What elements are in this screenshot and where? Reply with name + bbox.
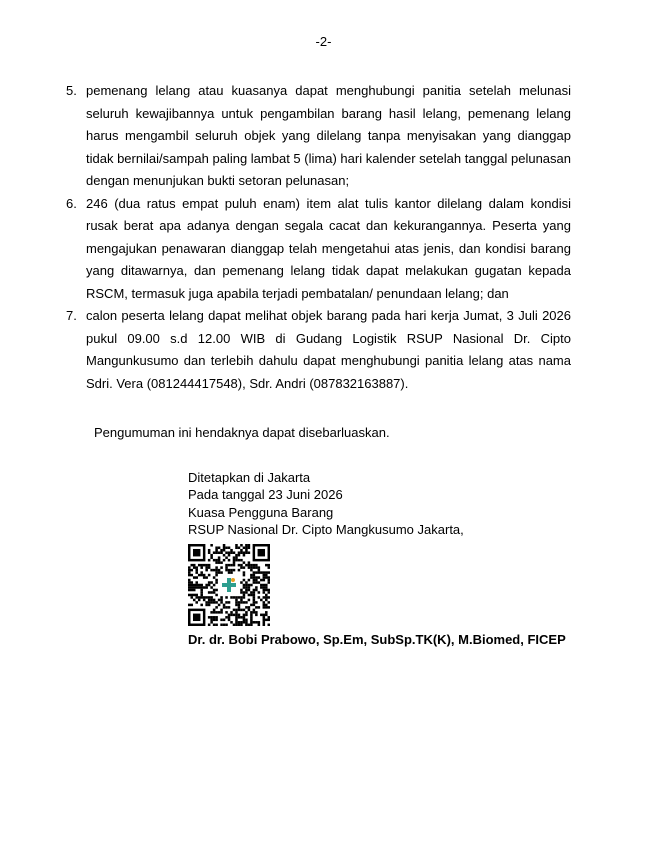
list-item-number: 7. <box>66 308 77 323</box>
page-number: -2- <box>315 34 332 49</box>
signature-position: Kuasa Pengguna Barang <box>188 504 334 520</box>
list-item <box>66 80 571 193</box>
qr-code-icon <box>188 544 270 626</box>
logo-icon <box>219 575 239 595</box>
list-item <box>66 305 571 395</box>
signer-name: Dr. dr. Bobi Prabowo, Sp.Em, SubSp.TK(K), M.Biomed, FICEP <box>188 631 566 647</box>
list-item-text: calon peserta lelang dapat melihat objek barang pada hari kerja Jumat, 3 Juli 2026 pukul 09.00 s.d 12.00 WIB di Gudang Logistik RSUP Nasional Dr. Cipto Mangunkusumo dan terlebih dahulu dapat menghubungi panitia lelang atas nama Sdri. Vera (081244417548), Sdr. Andri (087832163887). <box>86 308 571 391</box>
list-item-number: 6. <box>66 195 77 211</box>
list-item-text: pemenang lelang atau kuasanya dapat menghubungi panitia setelah melunasi seluruh kewajibannya untuk pengambilan barang hasil lelang, pemenang lelang harus mengambil seluruh objek yang dilelang tanpa menyisakan yang dianggap tidak bernilai/sampah paling lambat 5 (lima) hari kalender setelah tanggal pelunasan dengan menunjukan bukti setoran pelunasan; <box>86 83 571 188</box>
closing-statement: Pengumuman ini hendaknya dapat disebarluaskan. <box>94 425 390 440</box>
list-item-number: 5. <box>66 83 77 98</box>
signature-place: Ditetapkan di Jakarta <box>188 470 311 485</box>
conditions-list <box>66 80 571 395</box>
signature-institution: RSUP Nasional Dr. Cipto Mangkusumo Jakarta, <box>188 522 464 538</box>
list-item <box>66 193 571 306</box>
signature-block <box>188 469 578 649</box>
list-item-text: 246 (dua ratus empat puluh enam) item alat tulis kantor dilelang dalam kondisi rusak berat apa adanya dengan segala cacat dan kekurangannya. Peserta yang mengajukan penawaran dianggap telah mengetahui atas jenis, dan kondisi barang yang ditawarnya, dan pemenang lelang tidak dapat melakukan gugatan kepada RSCM, termasuk juga apabila terjadi pembatalan/ penundaan lelang; dan <box>86 195 571 301</box>
signature-date: Pada tanggal 23 Juni 2026 <box>188 487 343 503</box>
